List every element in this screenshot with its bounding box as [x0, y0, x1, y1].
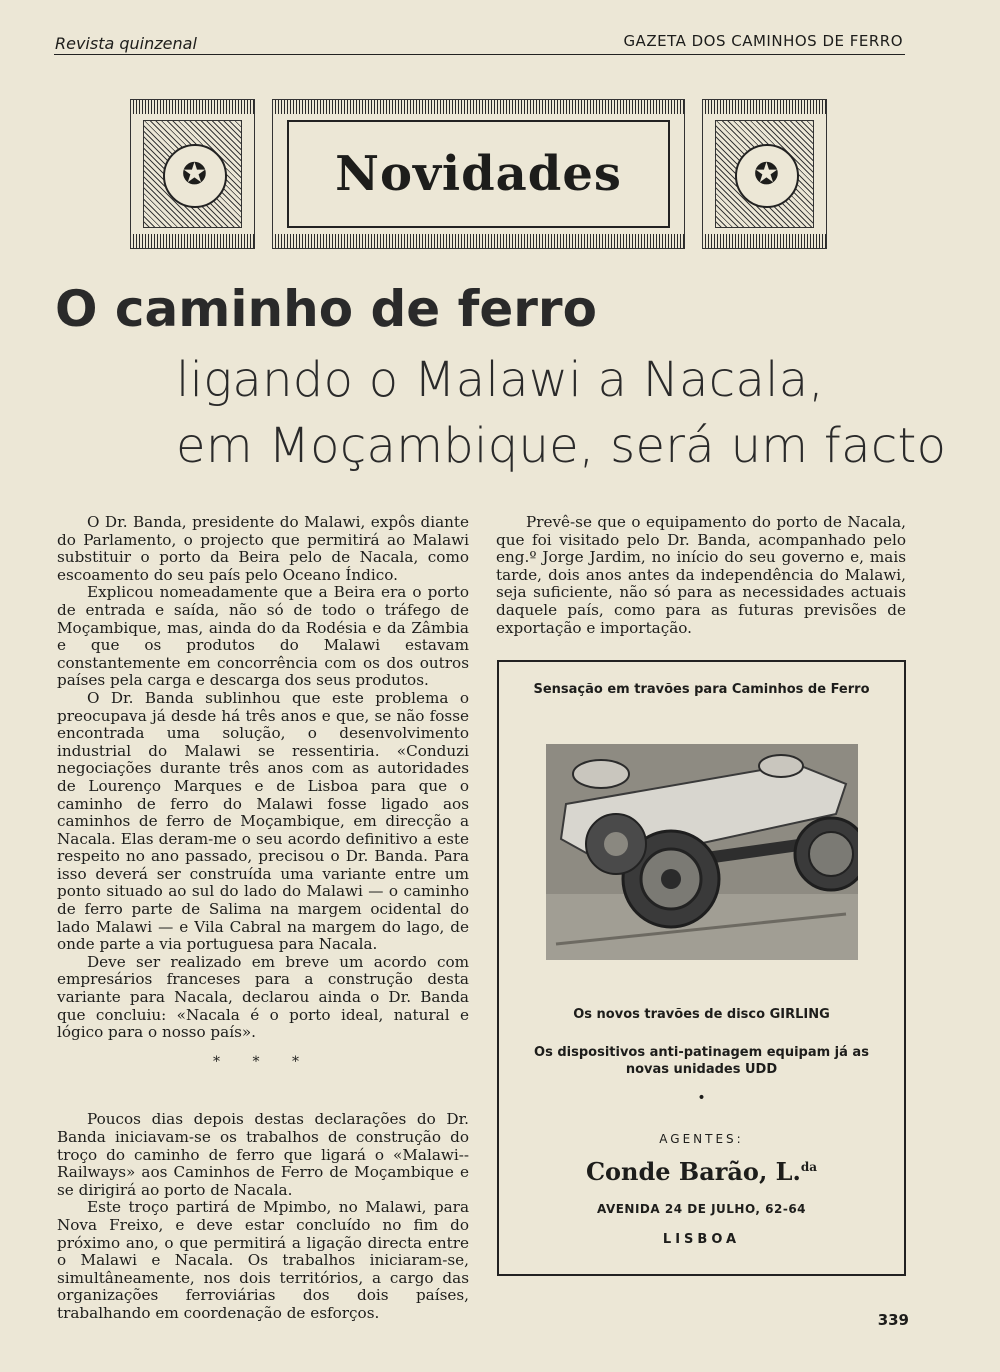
advertisement — [497, 660, 906, 1276]
magazine-title: GAZETA DOS CAMINHOS DE FERRO — [623, 32, 903, 50]
section-title: Novidades — [335, 146, 622, 202]
headline-line-3: em Moçambique, será um facto — [176, 418, 947, 474]
section-separator: * * * — [213, 1053, 313, 1070]
ad-product: Os novos travões de disco GIRLING — [573, 1007, 830, 1022]
article-right-column — [496, 514, 906, 637]
article-paragraph: Explicou nomeadamente que a Beira era o porto de entrada e saída, não só de todo o tráfego de Moçambique, mas, ainda do da Rodésia e da Zâmbia e que os produtos do Malawi estavam constantemente em concorrência com os dos outros países pela carga e descarga dos seus produtos. — [57, 583, 469, 690]
article-paragraph: Deve ser realizado em breve um acordo com empresários franceses para a construção desta variante para Nacala, declarou ainda o Dr. Banda que concluiu: «Nacala é o porto ideal, natural e lógico para o nosso país». — [57, 952, 469, 1042]
banner-ornament-right — [702, 99, 827, 249]
banner-title-frame — [272, 99, 685, 249]
ad-agents-label: AGENTES: — [659, 1132, 744, 1146]
article-paragraph: Prevê-se que o equipamento do porto de Nacala, que foi visitado pelo Dr. Banda, acompanhado pelo eng.º Jorge Jardim, no início do seu governo e, mais tarde, dois anos antes da independência do Malawi, seja suficiente, não só para as necessidades actuais daquele país, como para as futuras previsões de exportação e importação. — [496, 513, 906, 637]
star-ornament-icon: ✪ — [735, 144, 799, 208]
article-left-column — [57, 514, 469, 1323]
ad-city: LISBOA — [662, 1232, 741, 1247]
brake-bogie-photo — [546, 744, 858, 960]
article-paragraph: Poucos dias depois destas declarações do Dr. Banda iniciavam-se os trabalhos de construção do troço do caminho de ferro que ligará o «Malawi--Railways» aos Caminhos de Ferro de Moçambique e se dirigirá ao porto de Nacala. — [57, 1110, 469, 1199]
ad-company: Conde Barão, L.$^{da}$ — [585, 1157, 818, 1186]
star-ornament-icon: ✪ — [163, 144, 227, 208]
ad-description: Os dispositivos anti-patinagem equipam já as novas unidades UDD — [534, 1045, 869, 1077]
article-paragraph: O Dr. Banda sublinhou que este problema o preocupava já desde há três anos e que, se não fosse encontrada uma solução, o desenvolvimento industrial do Malawi se ressentiria. «Conduzi negociações durante três anos com as autoridades de Lourenço Marques e de Lisboa para que o caminho de ferro do Malawi fosse ligado aos caminhos de ferro de Moçambique, em direcção a Nacala. Elas deram-me o seu acordo definitivo a este respeito no ano passado, precisou o Dr. Banda. Para isso deverá ser construída uma variante entre um ponto situado ao sul do lado do Malawi — o caminho de ferro parte de Salima na margem ocidental do lado Malawi — e Vila Cabral na margem do lago, de onde parte a via portuguesa para Nacala. — [57, 688, 469, 954]
page-number: 339 — [877, 1311, 909, 1329]
magazine-frequency: Revista quinzenal — [55, 34, 197, 53]
article-paragraph: Este troço partirá de Mpimbo, no Malawi, para Nova Freixo, e deve estar concluído no fim do próximo ano, o que permitirá a ligação directa entre o Malawi e Nacala. Os trabalhos iniciaram-se, simultâneamente, nos dois territórios, a cargo das organizações ferroviárias dos dois países, trabalhando em coordenação de esforços. — [57, 1198, 469, 1322]
headline-line-2: ligando o Malawi a Nacala, — [176, 352, 825, 408]
headline-line-1: O caminho de ferro — [55, 280, 597, 338]
ad-bullet: • — [697, 1090, 706, 1106]
ad-address: AVENIDA 24 DE JULHO, 62-64 — [596, 1202, 807, 1216]
section-banner — [130, 99, 827, 247]
header-divider — [54, 54, 905, 55]
ad-title: Sensação em travões para Caminhos de Ferro — [533, 682, 870, 697]
bogie-illustration — [546, 744, 858, 960]
article-paragraph: O Dr. Banda, presidente do Malawi, expôs diante do Parlamento, o projecto que permitirá ao Malawi substituir o porto da Beira pelo de Nacala, como escoamento do seu país pelo Oceano Índico. — [57, 513, 469, 584]
banner-ornament-left — [130, 99, 255, 249]
